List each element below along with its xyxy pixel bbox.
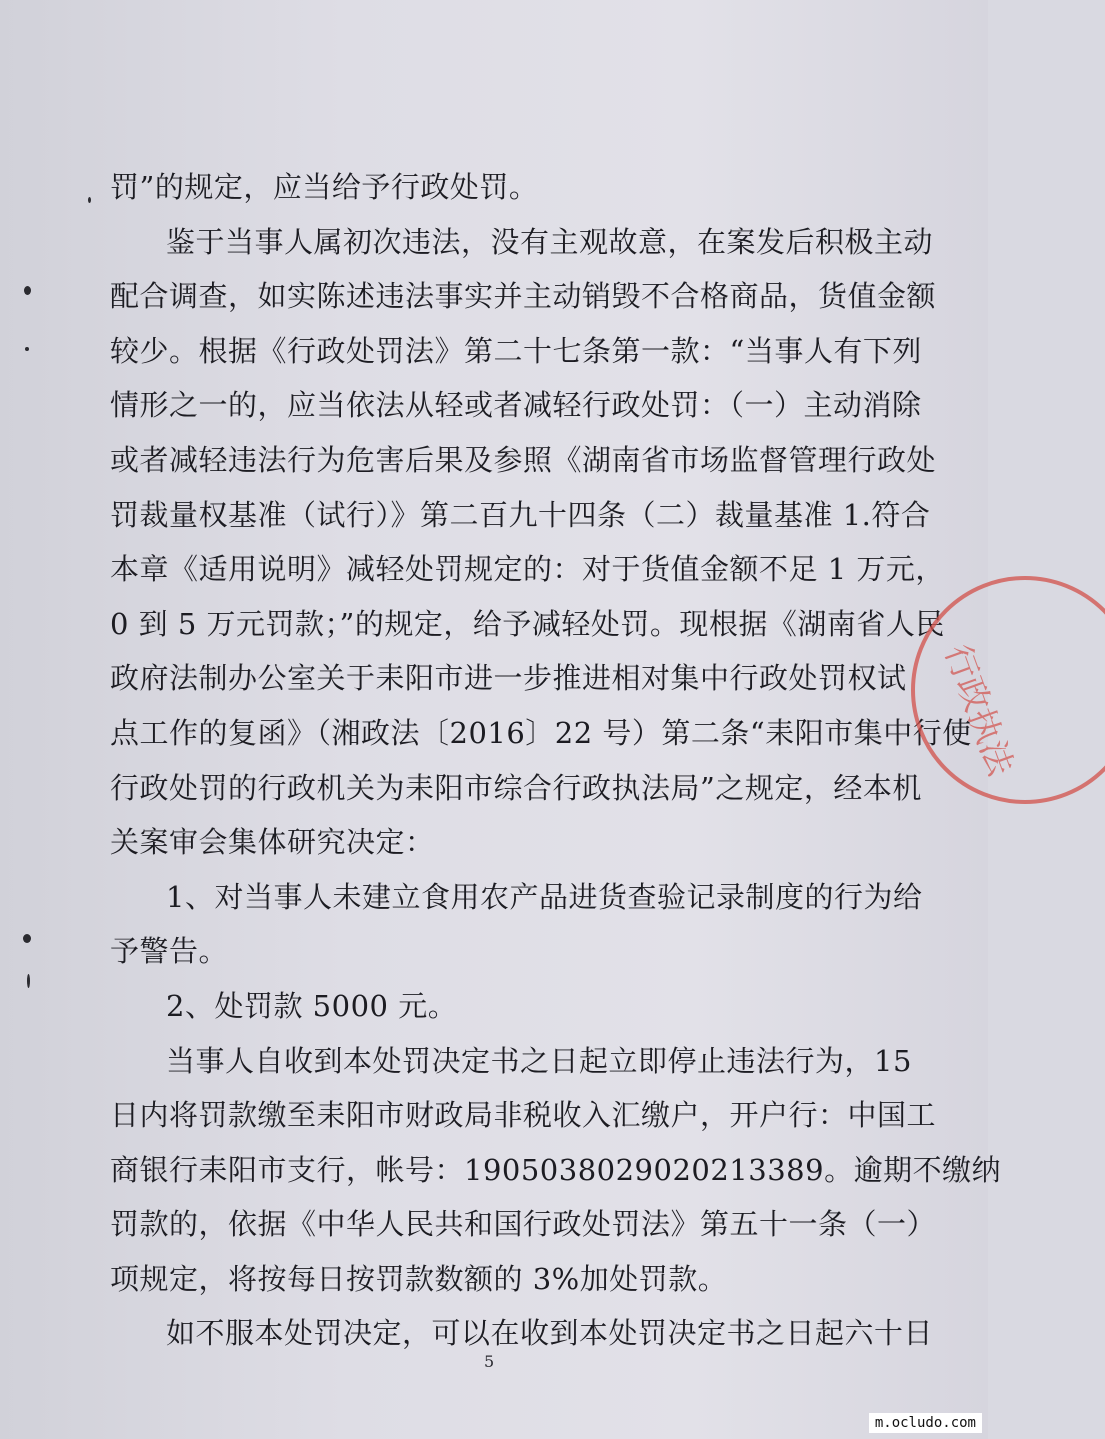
text-line: 行政处罚的行政机关为耒阳市综合行政执法局”之规定，经本机 <box>110 770 922 805</box>
text-line: 项规定，将按每日按罚款数额的 3%加处罚款。 <box>110 1261 728 1296</box>
text-line: 本章《适用说明》减轻处罚规定的：对于货值金额不足 1 万元， <box>110 552 945 587</box>
text-line: 罚款的，依据《中华人民共和国行政处罚法》第五十一条（一） <box>110 1207 937 1242</box>
document-body <box>110 160 1002 1361</box>
text-line: 罚裁量权基准（试行）》第二百九十四条（二）裁量基准 1.符合 <box>110 497 931 532</box>
text-line: 点工作的复函》（湘政法〔2016〕22 号）第二条“耒阳市集中行使 <box>110 715 972 750</box>
text-line: 关案审会集体研究决定： <box>110 825 435 860</box>
text-line: 配合调查，如实陈述违法事实并主动销毁不合格商品，货值金额 <box>110 279 937 314</box>
text-line: 如不服本处罚决定，可以在收到本处罚决定书之日起六十日 <box>166 1316 934 1351</box>
binding-hole-mark <box>24 286 31 295</box>
text-line: 或者减轻违法行为危害后果及参照《湖南省市场监督管理行政处 <box>110 442 937 477</box>
seal-text: 行政执法 <box>936 639 1021 781</box>
text-line: 予警告。 <box>110 934 229 969</box>
text-line: 当事人自收到本处罚决定书之日起立即停止违法行为，15 <box>166 1043 912 1078</box>
text-line: 政府法制办公室关于耒阳市进一步推进相对集中行政处罚权试 <box>110 661 907 696</box>
text-line: 罚”的规定，应当给予行政处罚。 <box>110 170 539 204</box>
text-line: 商银行耒阳市支行，帐号：1905038029020213389。逾期不缴纳 <box>110 1152 1002 1187</box>
text-line: 1、对当事人未建立食用农产品进货查验记录制度的行为给 <box>166 879 923 914</box>
official-seal <box>905 570 1105 810</box>
site-watermark: m.ocludo.com <box>869 1413 982 1433</box>
text-line: 2、处罚款 5000 元。 <box>166 988 458 1023</box>
text-line: 较少。根据《行政处罚法》第二十七条第一款：“当事人有下列 <box>110 333 922 368</box>
binding-hole-mark <box>25 347 29 351</box>
text-line: 0 到 5 万元罚款；”的规定，给予减轻处罚。现根据《湖南省人民 <box>110 606 945 641</box>
text-line: 情形之一的，应当依法从轻或者减轻行政处罚：（一）主动消除 <box>110 388 922 423</box>
binding-hole-mark <box>23 934 31 943</box>
binding-hole-mark <box>88 197 91 203</box>
binding-hole-mark <box>27 974 30 988</box>
page-number: 5 <box>484 1352 495 1371</box>
text-line: 日内将罚款缴至耒阳市财政局非税收入汇缴户，开户行：中国工 <box>110 1098 937 1133</box>
text-line: 鉴于当事人属初次违法，没有主观故意，在案发后积极主动 <box>166 224 934 259</box>
